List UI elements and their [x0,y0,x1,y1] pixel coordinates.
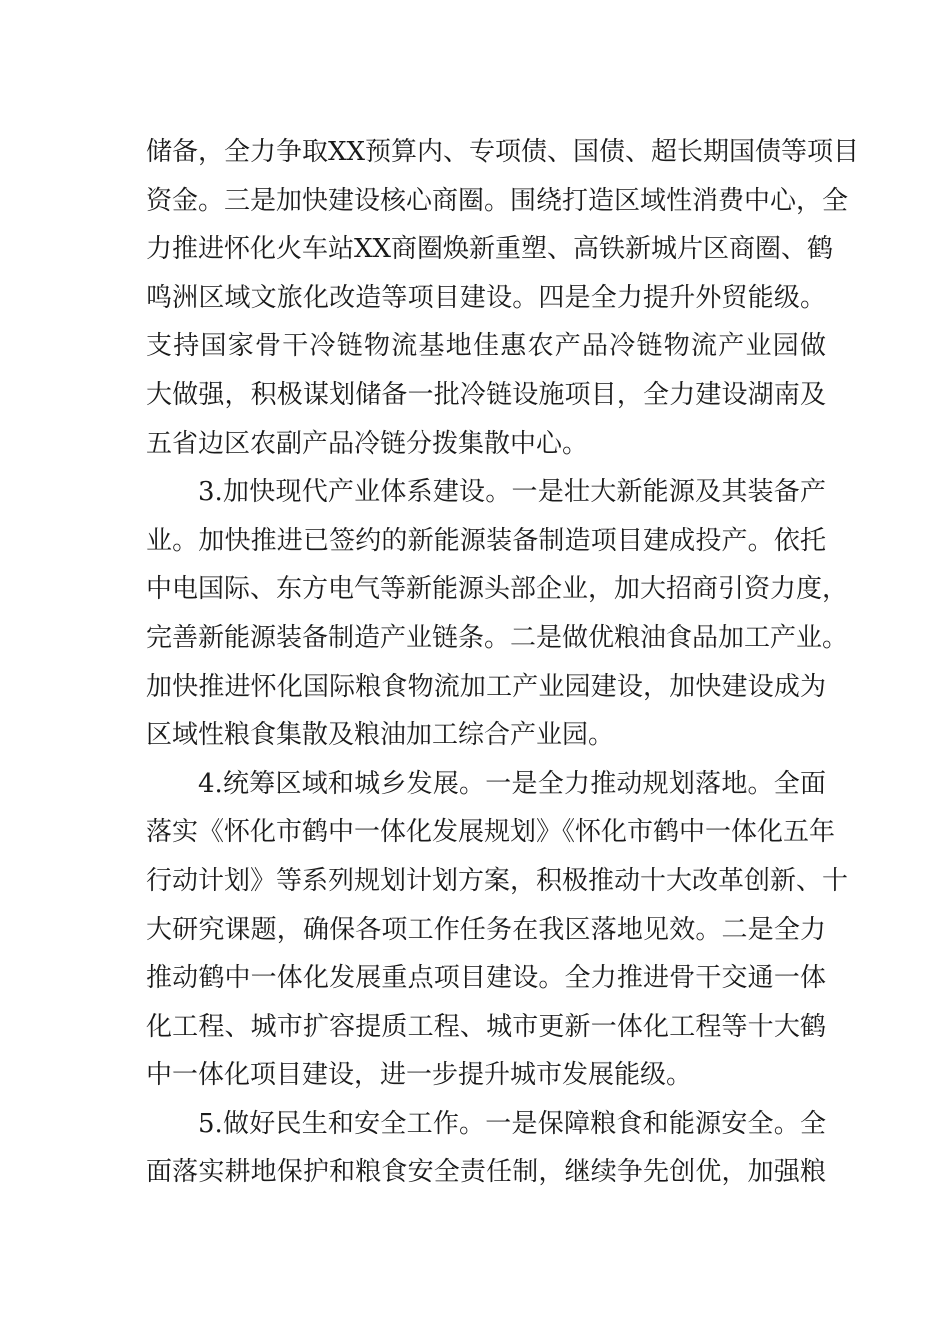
text-line: 资金。三是加快建设核心商圈。围绕打造区域性消费中心，全 [146,185,849,216]
text-line: 力推进怀化火车站XX商圈焕新重塑、高铁新城片区商圈、鹤 [146,234,834,265]
text-line: 面落实耕地保护和粮食安全责任制，继续争先创优，加强粮 [146,1157,826,1188]
text-line: 区域性粮食集散及粮油加工综合产业园。 [146,720,615,751]
text-line: 中电国际、东方电气等新能源头部企业，加大招商引资力度， [146,574,849,605]
paragraph-heading-line: 4.统筹区域和城乡发展。一是全力推动规划落地。全面 [198,768,826,799]
text-line: 大研究课题，确保各项工作任务在我区落地见效。二是全力 [146,914,826,945]
text-line: 大做强，积极谋划储备一批冷链设施项目，全力建设湖南及 [146,379,826,410]
text-line: 鸣洲区域文旅化改造等项目建设。四是全力提升外贸能级。 [146,282,826,313]
text-line: 化工程、城市扩容提质工程、城市更新一体化工程等十大鹤 [146,1011,826,1042]
paragraph-heading-line: 5.做好民生和安全工作。一是保障粮食和能源安全。全 [198,1108,826,1139]
text-line: 完善新能源装备制造产业链条。二是做优粮油食品加工产业。 [146,622,849,653]
text-line: 支持国家骨干冷链物流基地佳惠农产品冷链物流产业园做 [146,331,826,362]
document-body [146,128,860,1197]
text-line: 落实《怀化市鹤中一体化发展规划》《怀化市鹤中一体化五年 [146,817,836,848]
text-line: 加快推进怀化国际粮食物流加工产业园建设，加快建设成为 [146,671,826,702]
text-line: 储备，全力争取XX预算内、专项债、国债、超长期国债等项目 [146,137,860,167]
text-line: 业。加快推进已签约的新能源装备制造项目建成投产。依托 [146,525,826,556]
paragraph-heading-line: 3.加快现代产业体系建设。一是壮大新能源及其装备产 [198,477,826,508]
text-line: 推动鹤中一体化发展重点项目建设。全力推进骨干交通一体 [146,963,826,994]
text-line: 五省边区农副产品冷链分拨集散中心。 [146,428,589,459]
text-line: 中一体化项目建设，进一步提升城市发展能级。 [146,1060,693,1091]
text-line: 行动计划》等系列规划计划方案，积极推动十大改革创新、十 [146,865,849,896]
